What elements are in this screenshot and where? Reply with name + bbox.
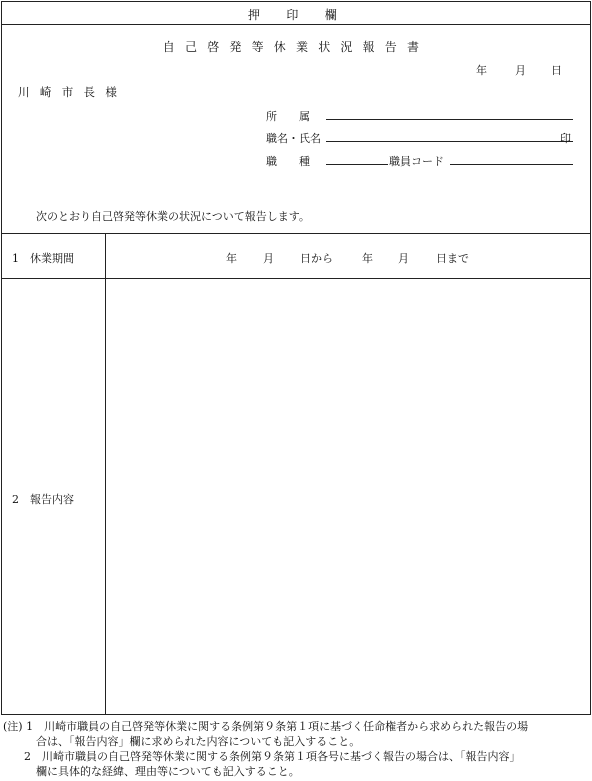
date-month: 月 <box>515 64 526 77</box>
date-year: 年 <box>476 64 487 77</box>
date-day: 日 <box>551 64 562 77</box>
form-title: 自己啓発等休業状況報告書 <box>162 40 430 54</box>
job-type-label: 職 種 <box>266 155 310 168</box>
name-label: 職名・氏名 <box>266 132 321 145</box>
note-line-1: (注) 1 川崎市職員の自己啓発等休業に関する条例第９条第１項に基づく任命権者から求められた報告の場 <box>3 720 529 733</box>
period-from-month: 月 <box>263 252 274 265</box>
report-content-area[interactable] <box>107 280 589 713</box>
seal-header-divider <box>1 24 591 25</box>
affiliation-field[interactable] <box>326 119 573 120</box>
period-to-year: 年 <box>362 252 373 265</box>
period-from-year: 年 <box>226 252 237 265</box>
staff-code-field[interactable] <box>450 164 573 165</box>
row-divider <box>1 278 591 279</box>
name-field[interactable] <box>326 141 573 142</box>
period-to-day: 日まで <box>436 252 469 265</box>
intro-text: 次のとおり自己啓発等休業の状況について報告します。 <box>36 210 310 223</box>
table-top-line <box>1 233 591 234</box>
period-to-month: 月 <box>398 252 409 265</box>
period-from-day: 日から <box>300 252 333 265</box>
job-type-field[interactable] <box>326 164 388 165</box>
row1-label: 1 休業期間 <box>12 252 74 265</box>
seal-column-header: 押 印 欄 <box>247 8 344 22</box>
note-line-2: 合は、「報告内容」欄に求められた内容についても記入すること。 <box>36 735 361 748</box>
staff-code-label: 職員コード <box>389 155 444 168</box>
affiliation-label: 所 属 <box>266 110 310 123</box>
note-line-4: 欄に具体的な経緯、理由等についても記入すること。 <box>36 765 300 778</box>
column-divider <box>105 233 106 715</box>
addressee: 川崎市長様 <box>18 85 128 99</box>
row2-label: 2 報告内容 <box>12 493 74 506</box>
note-line-3: 2 川崎市職員の自己啓発等休業に関する条例第９条第１項各号に基づく報告の場合は、「報告内容」 <box>24 750 521 763</box>
seal-mark: 印 <box>560 132 571 145</box>
